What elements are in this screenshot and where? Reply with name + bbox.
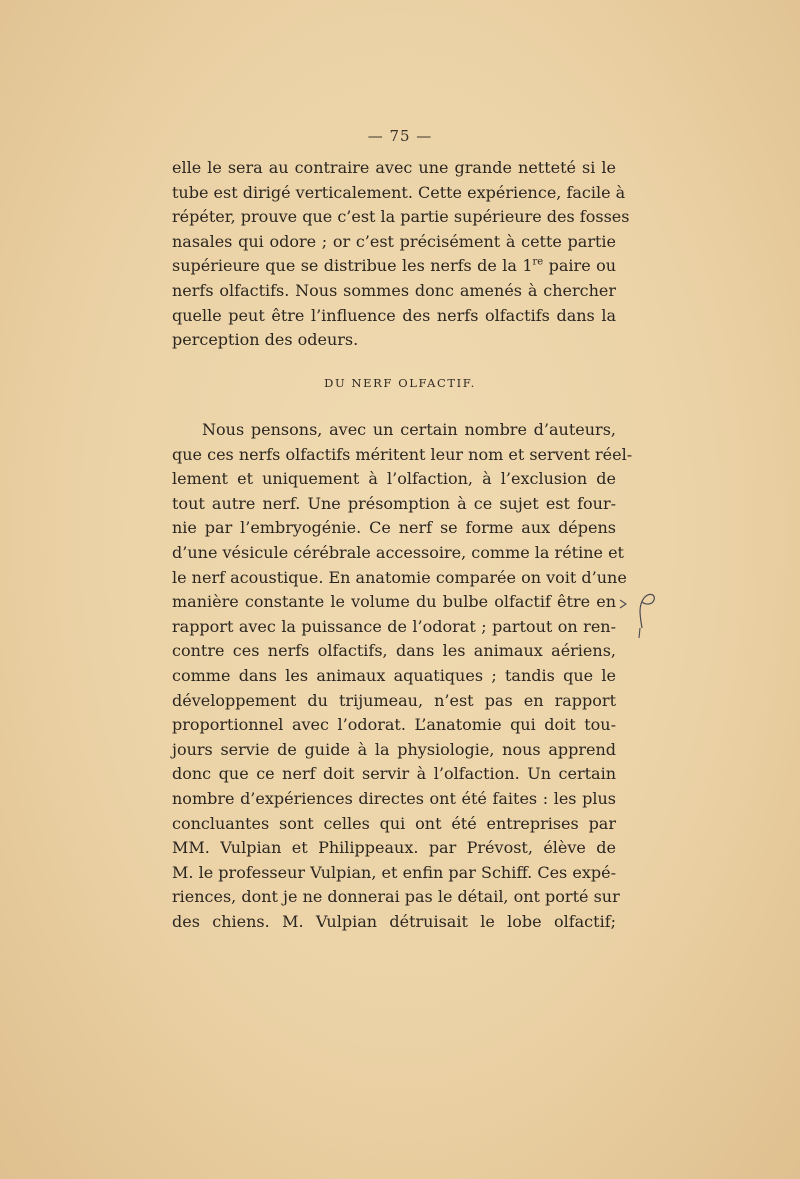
- text-line: perception des odeurs.: [172, 330, 359, 350]
- text-line: le nerf acoustique. En anatomie comparée on voit d’une: [172, 567, 627, 587]
- text-line: lement et uniquement à l’olfaction, à l’exclusion de: [172, 469, 616, 489]
- text-line: développement du trijumeau, n’est pas en rapport: [172, 690, 616, 710]
- text-line: nasales qui odore ; or c’est précisément à cette partie: [172, 231, 616, 251]
- text-line: nombre d’expériences directes ont été faites : les plus: [172, 788, 616, 808]
- ordinal-superscript: re: [532, 257, 544, 269]
- text-line: MM. Vulpian et Philippeaux. par Prévost, élève de: [172, 838, 616, 858]
- text-line: comme dans les animaux aquatiques ; tandis que le: [172, 665, 616, 685]
- text-fragment: paire ou: [543, 256, 617, 276]
- paragraph-2: [172, 418, 633, 934]
- text-line: proportionnel avec l’odorat. L’anatomie qui doit tou-: [172, 715, 616, 735]
- text-line: que ces nerfs olfactifs méritent leur nom et servent réel-: [172, 444, 633, 464]
- text-line-with-superscript: [172, 254, 616, 279]
- text-line: donc que ce nerf doit servir à l’olfaction. Un certain: [172, 764, 616, 784]
- text-line: quelle peut être l’influence des nerfs olfactifs dans la: [172, 305, 616, 325]
- text-line: manière constante le volume du bulbe olfactif être en: [172, 592, 616, 612]
- handwritten-margin-mark: [618, 588, 658, 640]
- text-line: répéter, prouve que c’est la partie supérieure des fosses: [172, 207, 630, 227]
- text-line: concluantes sont celles qui ont été entreprises par: [172, 813, 616, 833]
- paragraph-1: [172, 156, 630, 353]
- text-line: Nous pensons, avec un certain nombre d’auteurs,: [202, 420, 616, 439]
- text-line: des chiens. M. Vulpian détruisait le lobe olfactif;: [172, 911, 616, 931]
- text-fragment: supérieure que se distribue les nerfs de la 1: [172, 256, 533, 276]
- text-line: M. le professeur Vulpian, et enfin par Schiff. Ces expé-: [172, 862, 616, 882]
- page-number: — 75 —: [367, 127, 433, 145]
- text-line: jours servie de guide à la physiologie, nous apprend: [172, 739, 616, 759]
- text-line: elle le sera au contraire avec une grande netteté si le: [172, 158, 616, 177]
- text-line: nerfs olfactifs. Nous sommes donc amenés à chercher: [172, 280, 616, 300]
- text-line: contre ces nerfs olfactifs, dans les animaux aériens,: [172, 641, 616, 661]
- text-line: nie par l’embryogénie. Ce nerf se forme aux dépens: [172, 518, 616, 538]
- text-line: rapport avec la puissance de l’odorat ; partout on ren-: [172, 616, 616, 636]
- text-line: d’une vésicule cérébrale accessoire, comme la rétine et: [172, 542, 624, 562]
- text-line: riences, dont je ne donnerai pas le détail, ont porté sur: [172, 887, 620, 907]
- section-heading: DU NERF OLFACTIF.: [324, 376, 476, 390]
- text-line: tube est dirigé verticalement. Cette expérience, facile à: [172, 182, 626, 202]
- text-line: tout autre nerf. Une présomption à ce sujet est four-: [172, 493, 616, 513]
